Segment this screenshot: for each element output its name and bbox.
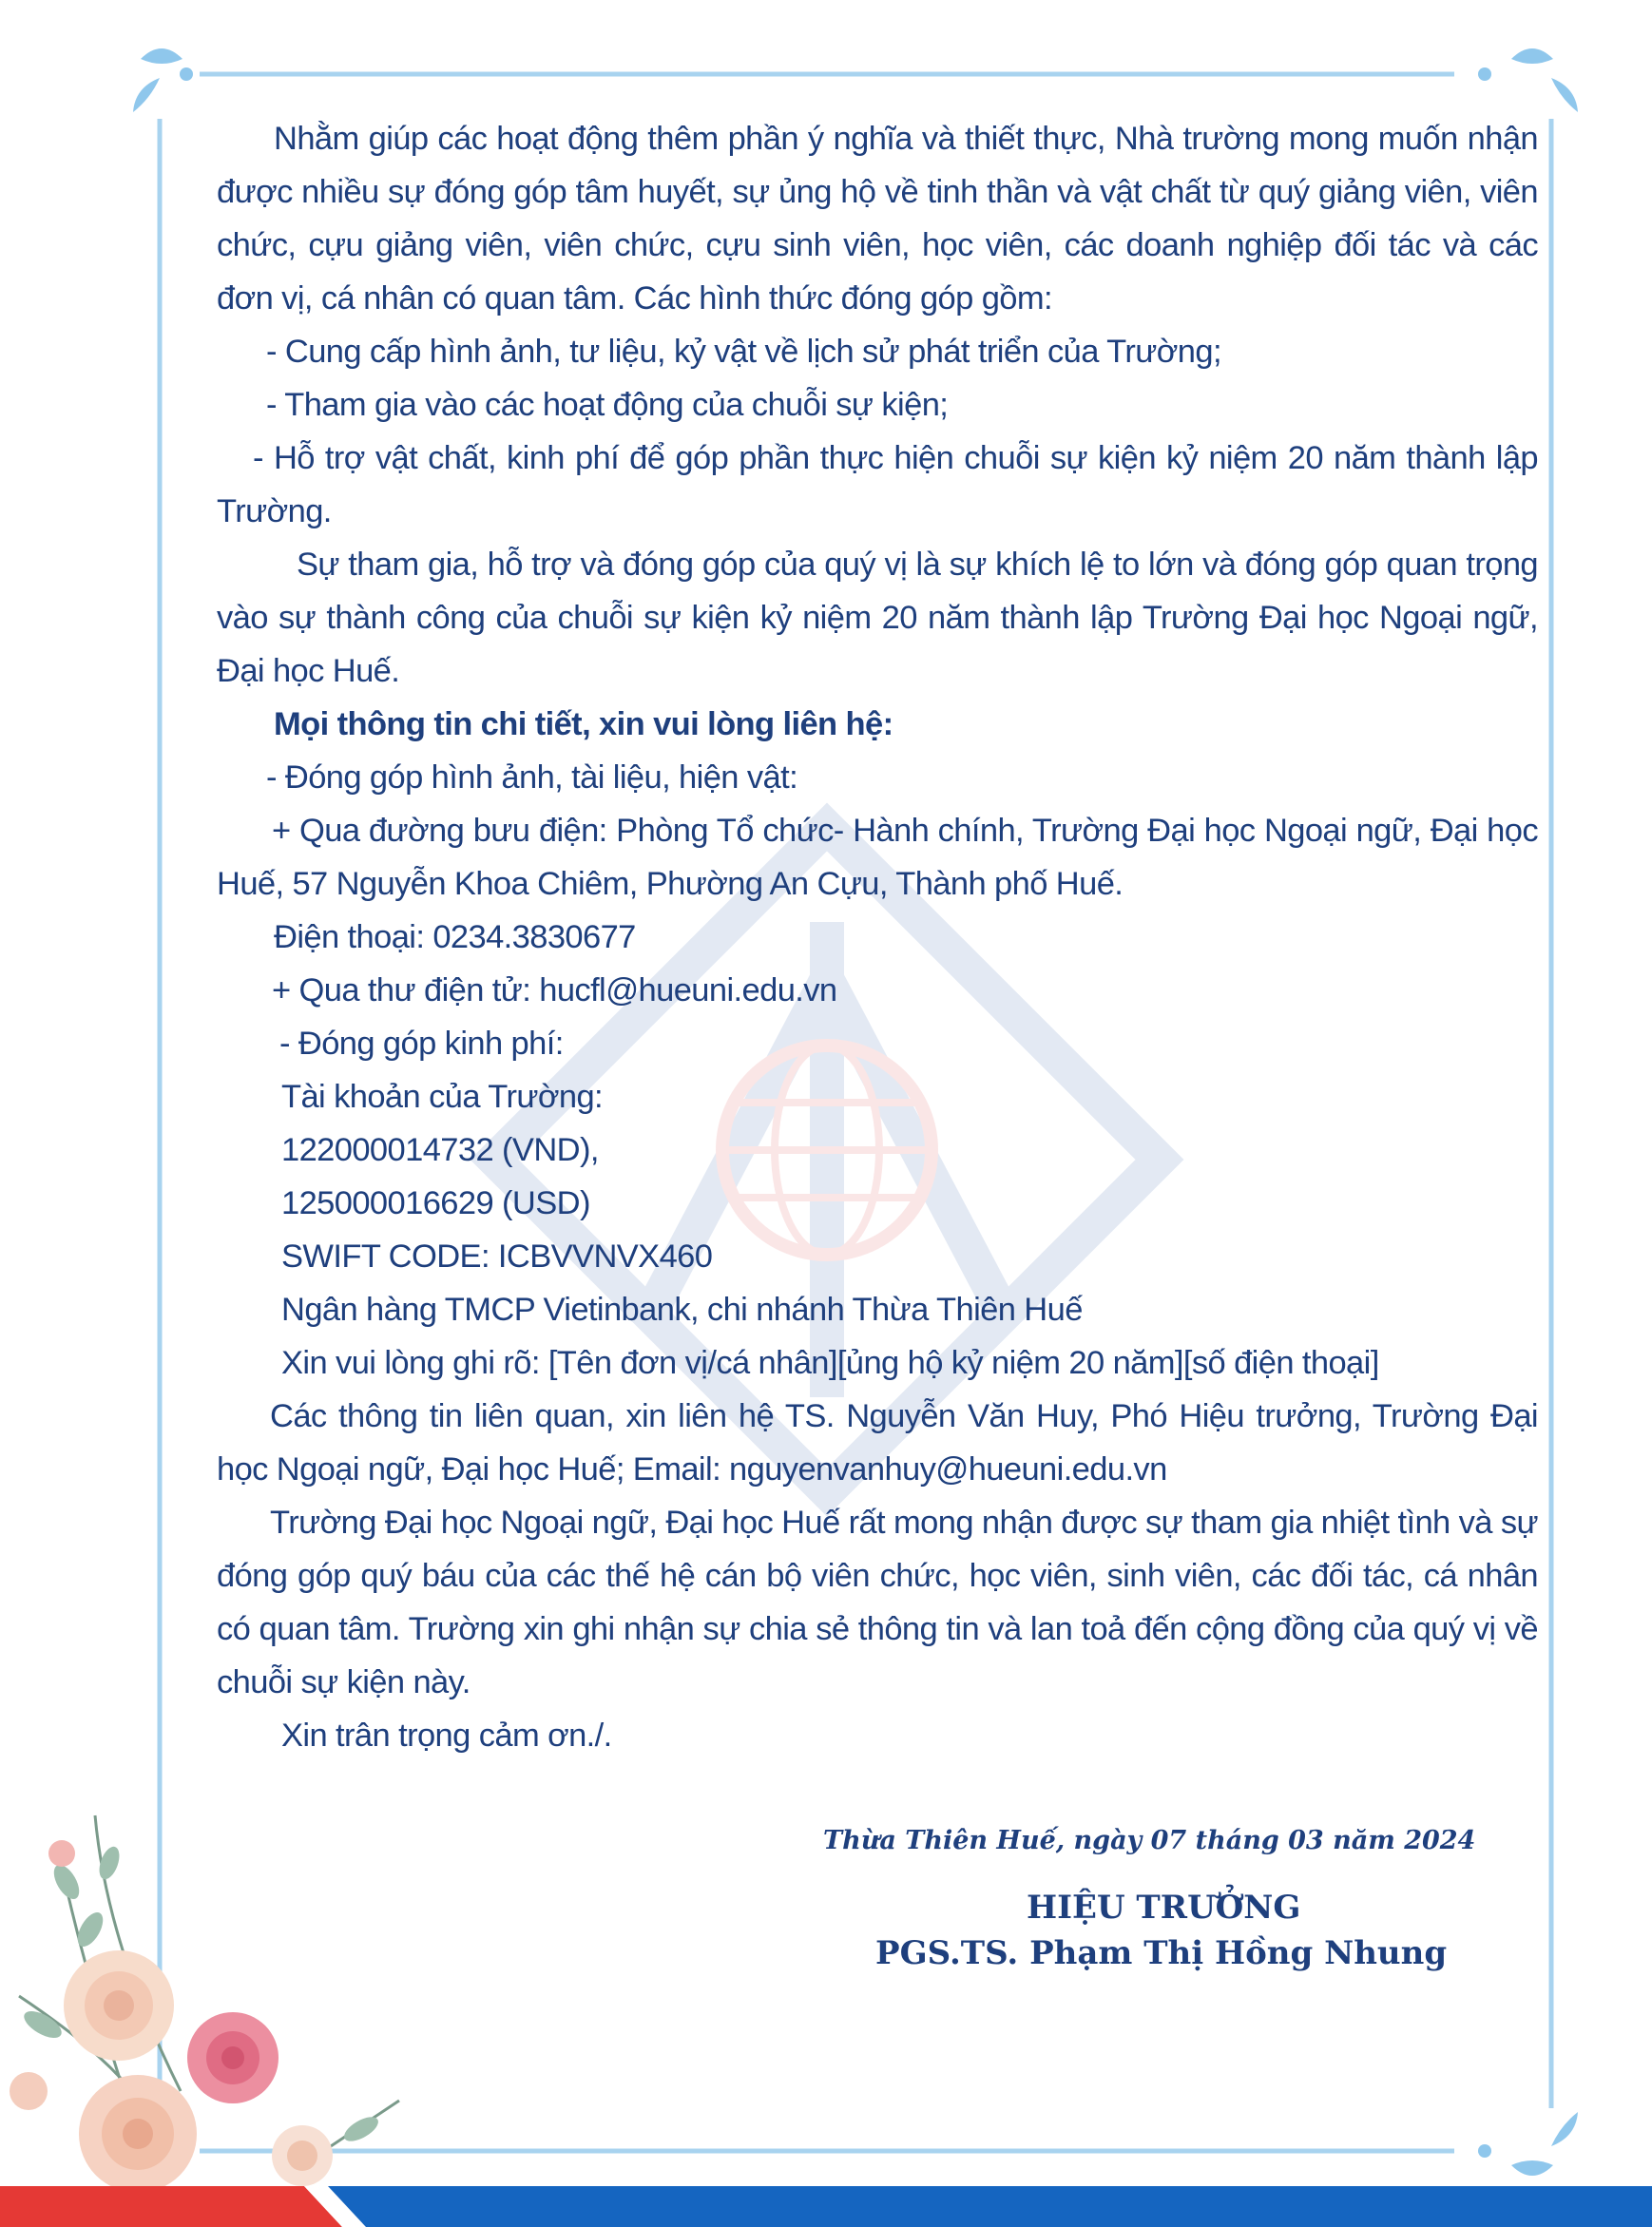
- bank-name: Ngân hàng TMCP Vietinbank, chi nhánh Thừa Thiên Huế: [281, 1292, 1083, 1328]
- letter-date: Thừa Thiên Huế, ngày 07 tháng 03 năm 2024: [823, 1826, 1476, 1855]
- transfer-note: Xin vui lòng ghi rõ: [Tên đơn vị/cá nhân][ủng hộ kỷ niệm 20 năm][số điện thoại]: [281, 1345, 1379, 1381]
- corner-ornament-top-left: [133, 48, 193, 112]
- account-vnd: 122000014732 (VND),: [281, 1132, 599, 1168]
- appreciation-paragraph: Sự tham gia, hỗ trợ và đóng góp của quý vị là sự khích lệ to lớn và đóng góp quan trọng vào sự thành công của chuỗi sự kiện kỷ niệm 20 năm thành lập Trường Đại học Ngoại ngữ, Đại học Huế.: [217, 547, 1538, 689]
- contribution-items: - Đóng góp hình ảnh, tài liệu, hiện vật:: [266, 759, 798, 796]
- contact-heading: Mọi thông tin chi tiết, xin vui lòng liên hệ:: [274, 706, 893, 742]
- account-label: Tài khoản của Trường:: [281, 1079, 604, 1115]
- signer-title: HIỆU TRƯỞNG: [1027, 1889, 1301, 1927]
- corner-ornament-top-right: [1478, 48, 1578, 112]
- related-contact: Các thông tin liên quan, xin liên hệ TS. Nguyễn Văn Huy, Phó Hiệu trưởng, Trường Đại học Ngoại ngữ, Đại học Huế; Email: nguyenvanhuy@hueuni.edu.vn: [217, 1398, 1538, 1488]
- letter-body: [217, 112, 1538, 1762]
- postal-address: + Qua đường bưu điện: Phòng Tổ chức- Hành chính, Trường Đại học Ngoại ngữ, Đại học Huế, 57 Nguyễn Khoa Chiêm, Phường An Cựu, Thành phố Huế.: [217, 813, 1538, 902]
- swift-code: SWIFT CODE: ICBVVNVX460: [281, 1238, 713, 1275]
- flower-decoration: [0, 1806, 409, 2227]
- account-usd: 125000016629 (USD): [281, 1185, 590, 1221]
- corner-ornament-bottom-right: [1478, 2112, 1578, 2176]
- intro-paragraph: Nhằm giúp các hoạt động thêm phần ý nghĩa và thiết thực, Nhà trường mong muốn nhận được nhiều sự đóng góp tâm huyết, sự ủng hộ về tinh thần và vật chất từ quý giảng viên, viên chức, cựu giảng viên, viên chức, cựu sinh viên, học viên, các doanh nghiệp đối tác và các đơn vị, cá nhân có quan tâm. Các hình thức đóng góp gồm:: [217, 121, 1538, 317]
- email-contact: + Qua thư điện tử: hucfl@hueuni.edu.vn: [272, 972, 837, 1008]
- form-item-1: - Cung cấp hình ảnh, tư liệu, kỷ vật về lịch sử phát triển của Trường;: [266, 334, 1221, 370]
- phone-number: Điện thoại: 0234.3830677: [274, 919, 636, 955]
- thanks-line: Xin trân trọng cảm ơn./.: [281, 1718, 612, 1754]
- signer-name: PGS.TS. Phạm Thị Hồng Nhung: [875, 1934, 1448, 1972]
- funding-heading: - Đóng góp kinh phí:: [279, 1026, 564, 1062]
- form-item-3: - Hỗ trợ vật chất, kinh phí để góp phần thực hiện chuỗi sự kiện kỷ niệm 20 năm thành lập Trường.: [217, 440, 1538, 529]
- closing-paragraph: Trường Đại học Ngoại ngữ, Đại học Huế rất mong nhận được sự tham gia nhiệt tình và sự đóng góp quý báu của các thế hệ cán bộ viên chức, học viên, sinh viên, các đối tác, cá nhân có quan tâm. Trường xin ghi nhận sự chia sẻ thông tin và lan toả đến cộng đồng của quý vị về chuỗi sự kiện này.: [217, 1505, 1538, 1700]
- form-item-2: - Tham gia vào các hoạt động của chuỗi sự kiện;: [266, 387, 949, 423]
- bottom-color-bar: [0, 2186, 1652, 2227]
